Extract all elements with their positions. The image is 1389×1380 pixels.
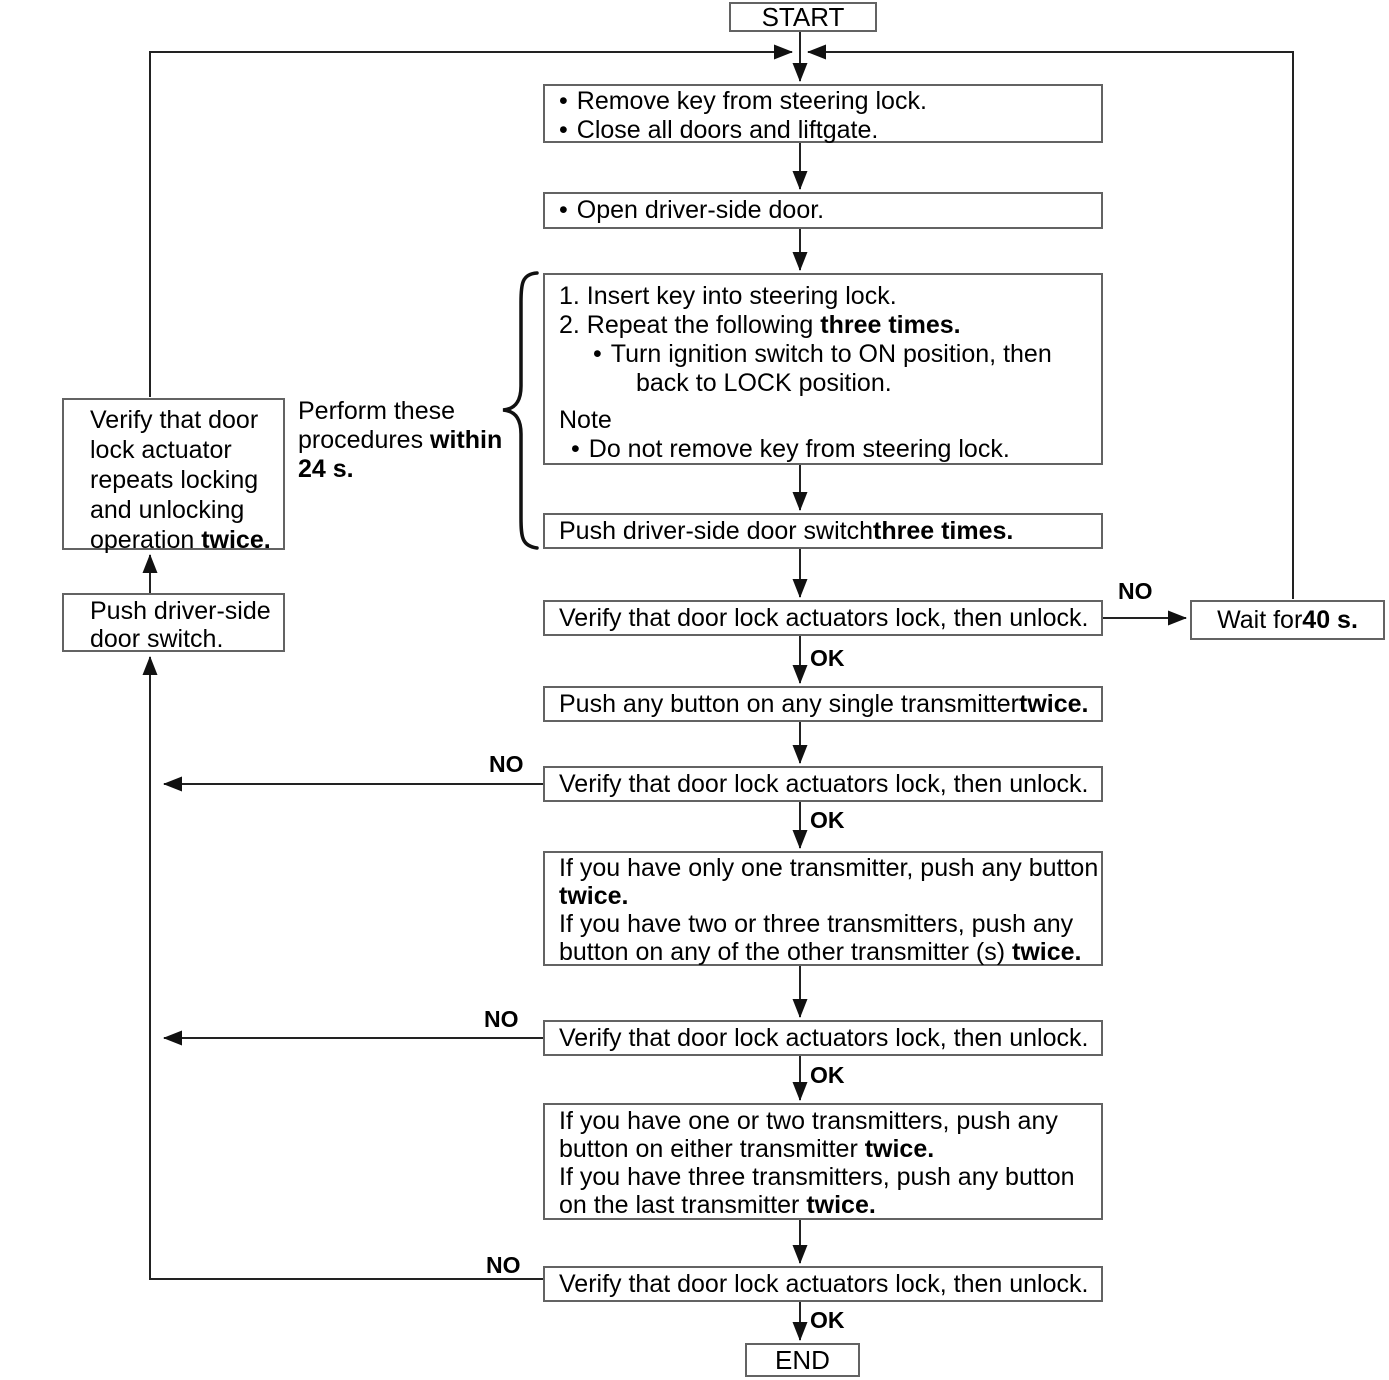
wait-text: Wait for [1217,605,1303,634]
left-verify-line-3: repeats locking [90,466,259,494]
ignition-note-item [559,435,1101,464]
end-label: END [775,1344,830,1375]
timing-annotation [298,397,502,484]
ignition-note-item-text: Do not remove key from steering lock. [588,435,1010,463]
push-switch-text: Push driver-side door switch [559,516,874,545]
left-push-line-1: Push driver-side [90,597,271,625]
left-verify-line-5 [90,525,283,555]
no-label-3: NO [484,1006,519,1032]
timing-line-2-text: procedures [298,426,431,454]
node-prep [543,84,1103,143]
verify-2-text: Verify that door lock actuators lock, then unlock. [559,769,1089,798]
ok-label-1: OK [810,645,845,671]
start-label: START [761,1,845,32]
bullet-icon: • [593,340,602,368]
third-tx-line-4-bold: twice. [806,1191,876,1219]
ignition-step-2-text: 2. Repeat the following [559,311,821,339]
node-ignition-procedure [543,273,1103,465]
wait-bold: 40 s. [1302,605,1358,634]
open-door-text: Open driver-side door. [576,196,825,224]
node-start [729,2,877,32]
node-second-transmitter [543,851,1103,966]
timing-line-3 [298,455,502,484]
second-tx-line-3: If you have two or three transmitters, push any [559,910,1074,938]
ignition-step-2 [559,311,1101,340]
node-open-door [543,192,1103,229]
verify-1-text: Verify that door lock actuators lock, then unlock. [559,603,1089,632]
ok-label-2: OK [810,807,845,833]
third-tx-line-2-bold: twice. [864,1135,935,1163]
bullet-icon: • [559,196,568,224]
third-tx-line-2 [559,1135,1101,1163]
node-verify-1 [543,600,1103,636]
ignition-bullet-line-1 [559,340,1101,369]
prep-item-2 [559,116,1101,145]
no-label-4: NO [486,1252,521,1278]
ignition-bullet-line-2: back to LOCK position. [636,369,892,397]
second-tx-line-1: If you have only one transmitter, push any button [559,854,1099,882]
second-tx-line-2 [559,882,1101,910]
left-verify-line-5-bold: twice. [201,526,271,554]
left-push-line-2: door switch. [90,625,224,653]
third-tx-line-4-text: on the last transmitter [559,1191,807,1219]
node-end [745,1343,860,1377]
node-verify-4 [543,1266,1103,1302]
timing-line-2-bold: within [430,426,503,454]
node-verify-2 [543,766,1103,802]
node-left-verify-repeat [62,398,285,554]
timing-line-3-bold: 24 s. [298,455,354,483]
ok-label-3: OK [810,1062,845,1088]
left-verify-line-4: and unlocking [90,496,245,524]
third-tx-line-2-text: button on either transmitter [559,1135,865,1163]
third-tx-line-3: If you have three transmitters, push any button [559,1163,1075,1191]
push-any-bold: twice. [1019,689,1089,718]
no-label-2: NO [489,751,524,777]
bullet-icon: • [559,87,568,115]
left-verify-line-2: lock actuator [90,436,232,464]
verify-4-text: Verify that door lock actuators lock, then unlock. [559,1269,1089,1298]
timing-line-1: Perform these [298,397,456,425]
second-tx-line-4-text: button on any of the other transmitter (s) [559,938,1013,966]
ignition-step-1: 1. Insert key into steering lock. [559,282,897,310]
bullet-icon: • [571,435,580,463]
prep-item-1-text: Remove key from steering lock. [576,87,927,115]
timing-line-2 [298,426,502,455]
node-wait-40s [1190,600,1385,640]
bullet-icon: • [559,116,568,144]
prep-item-1 [559,87,1101,116]
second-tx-line-4 [559,938,1101,966]
node-left-push-switch [62,593,285,652]
ignition-bullet-text-1: Turn ignition switch to ON position, then [610,340,1052,368]
node-third-transmitter [543,1103,1103,1220]
node-push-any-single [543,686,1103,722]
third-tx-line-4 [559,1191,1101,1219]
node-push-switch-three-times [543,513,1103,549]
prep-item-2-text: Close all doors and liftgate. [576,116,879,144]
line-verify4-no-feedback-to-left-push [150,657,543,1279]
push-any-text: Push any button on any single transmitter [559,689,1019,718]
node-verify-3 [543,1020,1103,1056]
third-tx-line-1: If you have one or two transmitters, push any [559,1107,1058,1135]
second-tx-line-4-bold: twice. [1012,938,1082,966]
second-tx-line-2-bold: twice. [559,882,629,910]
ignition-step-2-bold: three times. [820,311,961,339]
left-verify-line-5-text: operation [90,526,202,554]
grouping-brace-icon [503,273,537,548]
left-verify-line-1: Verify that door [90,406,259,434]
no-label-1: NO [1118,578,1153,604]
push-switch-bold: three times. [873,516,1014,545]
verify-3-text: Verify that door lock actuators lock, then unlock. [559,1023,1089,1052]
ignition-note-title: Note [559,406,612,434]
ok-label-4: OK [810,1307,845,1333]
